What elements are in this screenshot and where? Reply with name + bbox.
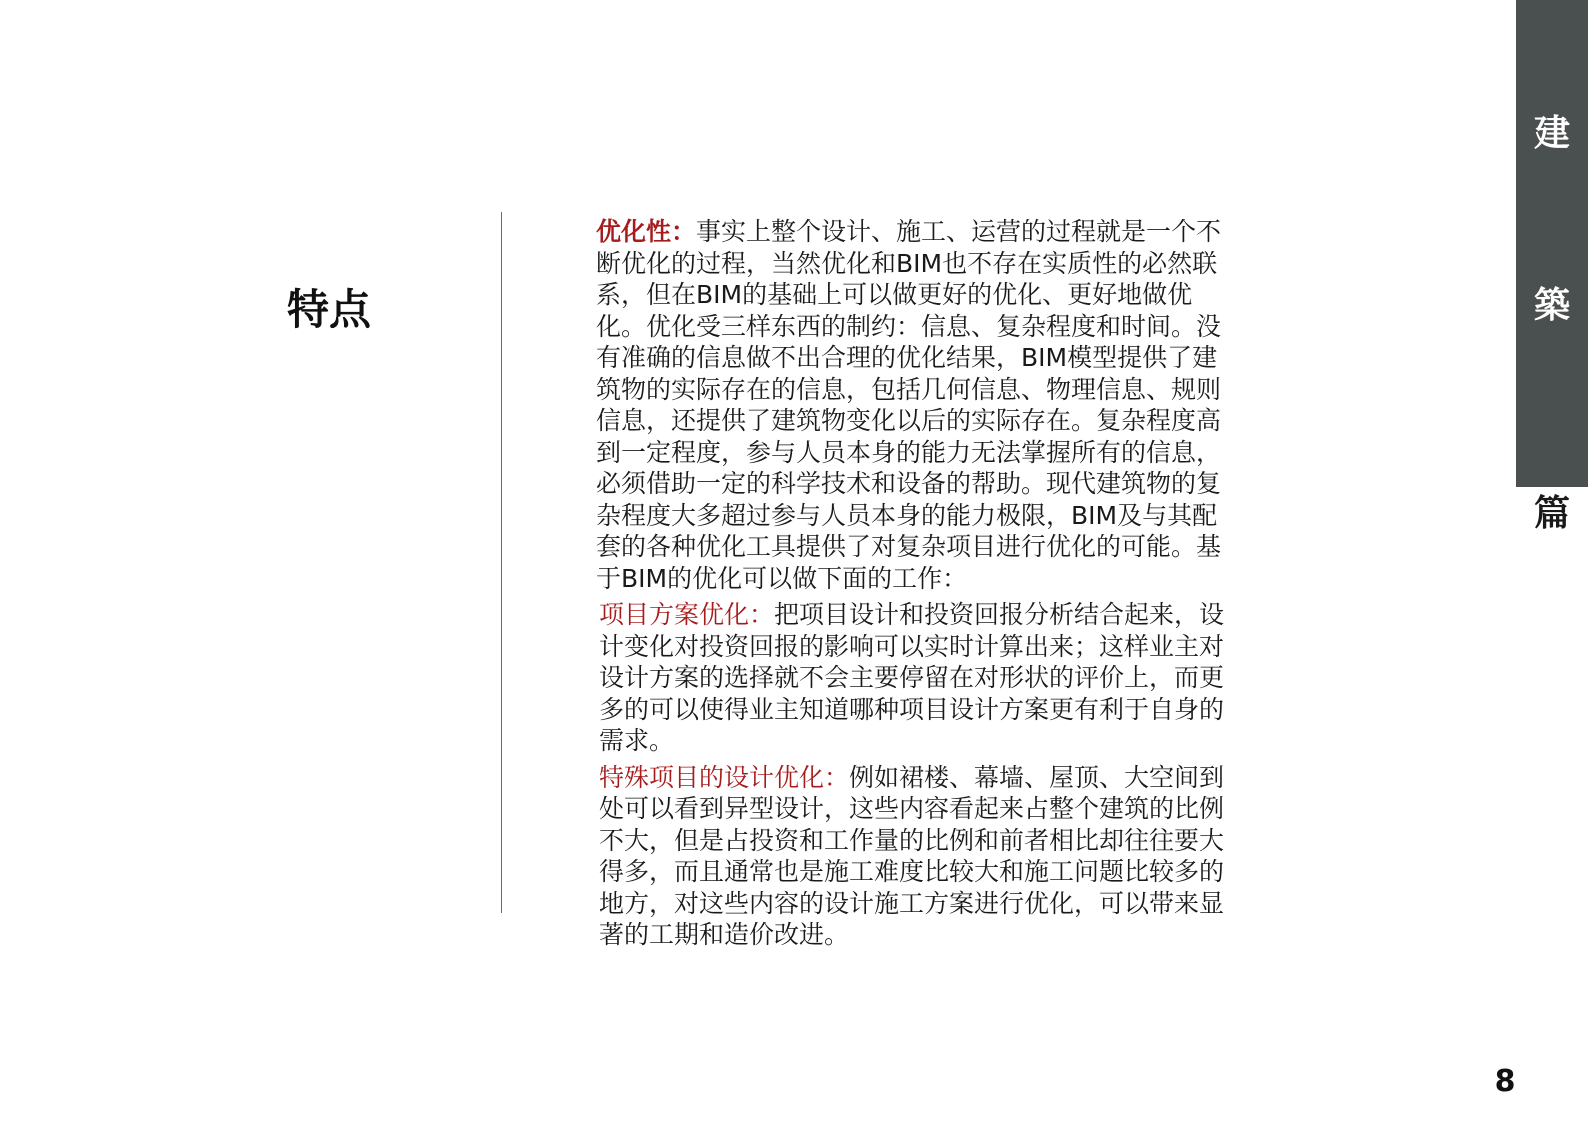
- term-special-project: 特殊项目的设计优化：: [599, 762, 850, 792]
- side-tab: [1516, 0, 1588, 487]
- page-number: 8: [1494, 1064, 1516, 1099]
- paragraph-project-scheme: [596, 599, 1226, 757]
- paragraph-optimization: [596, 216, 1226, 594]
- text-project-scheme: 把项目设计和投资回报分析结合起来，设计变化对投资回报的影响可以实时计算出来；这样业主对设计方案的选择就不会主要停留在对形状的评价上，而更多的可以使得业主知道哪种项目设计方案更有利于自身的需求。: [599, 600, 1225, 755]
- text-special-project: 例如裙楼、幕墙、屋顶、大空间到处可以看到异型设计，这些内容看起来占整个建筑的比例不大，但是占投资和工作量的比例和前者相比却往往要大得多，而且通常也是施工难度比较大和施工问题比较多的地方，对这些内容的设计施工方案进行优化，可以带来显著的工期和造价改进。: [599, 762, 1225, 949]
- vertical-divider: [501, 212, 502, 913]
- side-tab-char-pian: 篇: [1533, 493, 1570, 534]
- text-optimization: 事实上整个设计、施工、运营的过程就是一个不断优化的过程，当然优化和BIM也不存在实质性的必然联系，但在BIM的基础上可以做更好的优化、更好地做优化。优化受三样东西的制约：信息、复杂程度和时间。没有准确的信息做不出合理的优化结果，BIM模型提供了建筑物的实际存在的信息，包括几何信息、物理信息、规则信息，还提供了建筑物变化以后的实际存在。复杂程度高到一定程度，参与人员本身的能力无法掌握所有的信息，必须借助一定的科学技术和设备的帮助。现代建筑物的复杂程度大多超过参与人员本身的能力极限，BIM及与其配套的各种优化工具提供了对复杂项目进行优化的可能。基于BIM的优化可以做下面的工作：: [596, 217, 1222, 593]
- content-body: [596, 216, 1226, 951]
- paragraph-special-project: [596, 762, 1226, 951]
- section-heading: 特点: [287, 285, 372, 334]
- side-tab-char-zhu: 築: [1533, 285, 1570, 326]
- term-optimization: 优化性：: [596, 217, 697, 246]
- side-tab-char-jian: 建: [1533, 113, 1570, 154]
- term-project-scheme: 项目方案优化：: [599, 600, 775, 629]
